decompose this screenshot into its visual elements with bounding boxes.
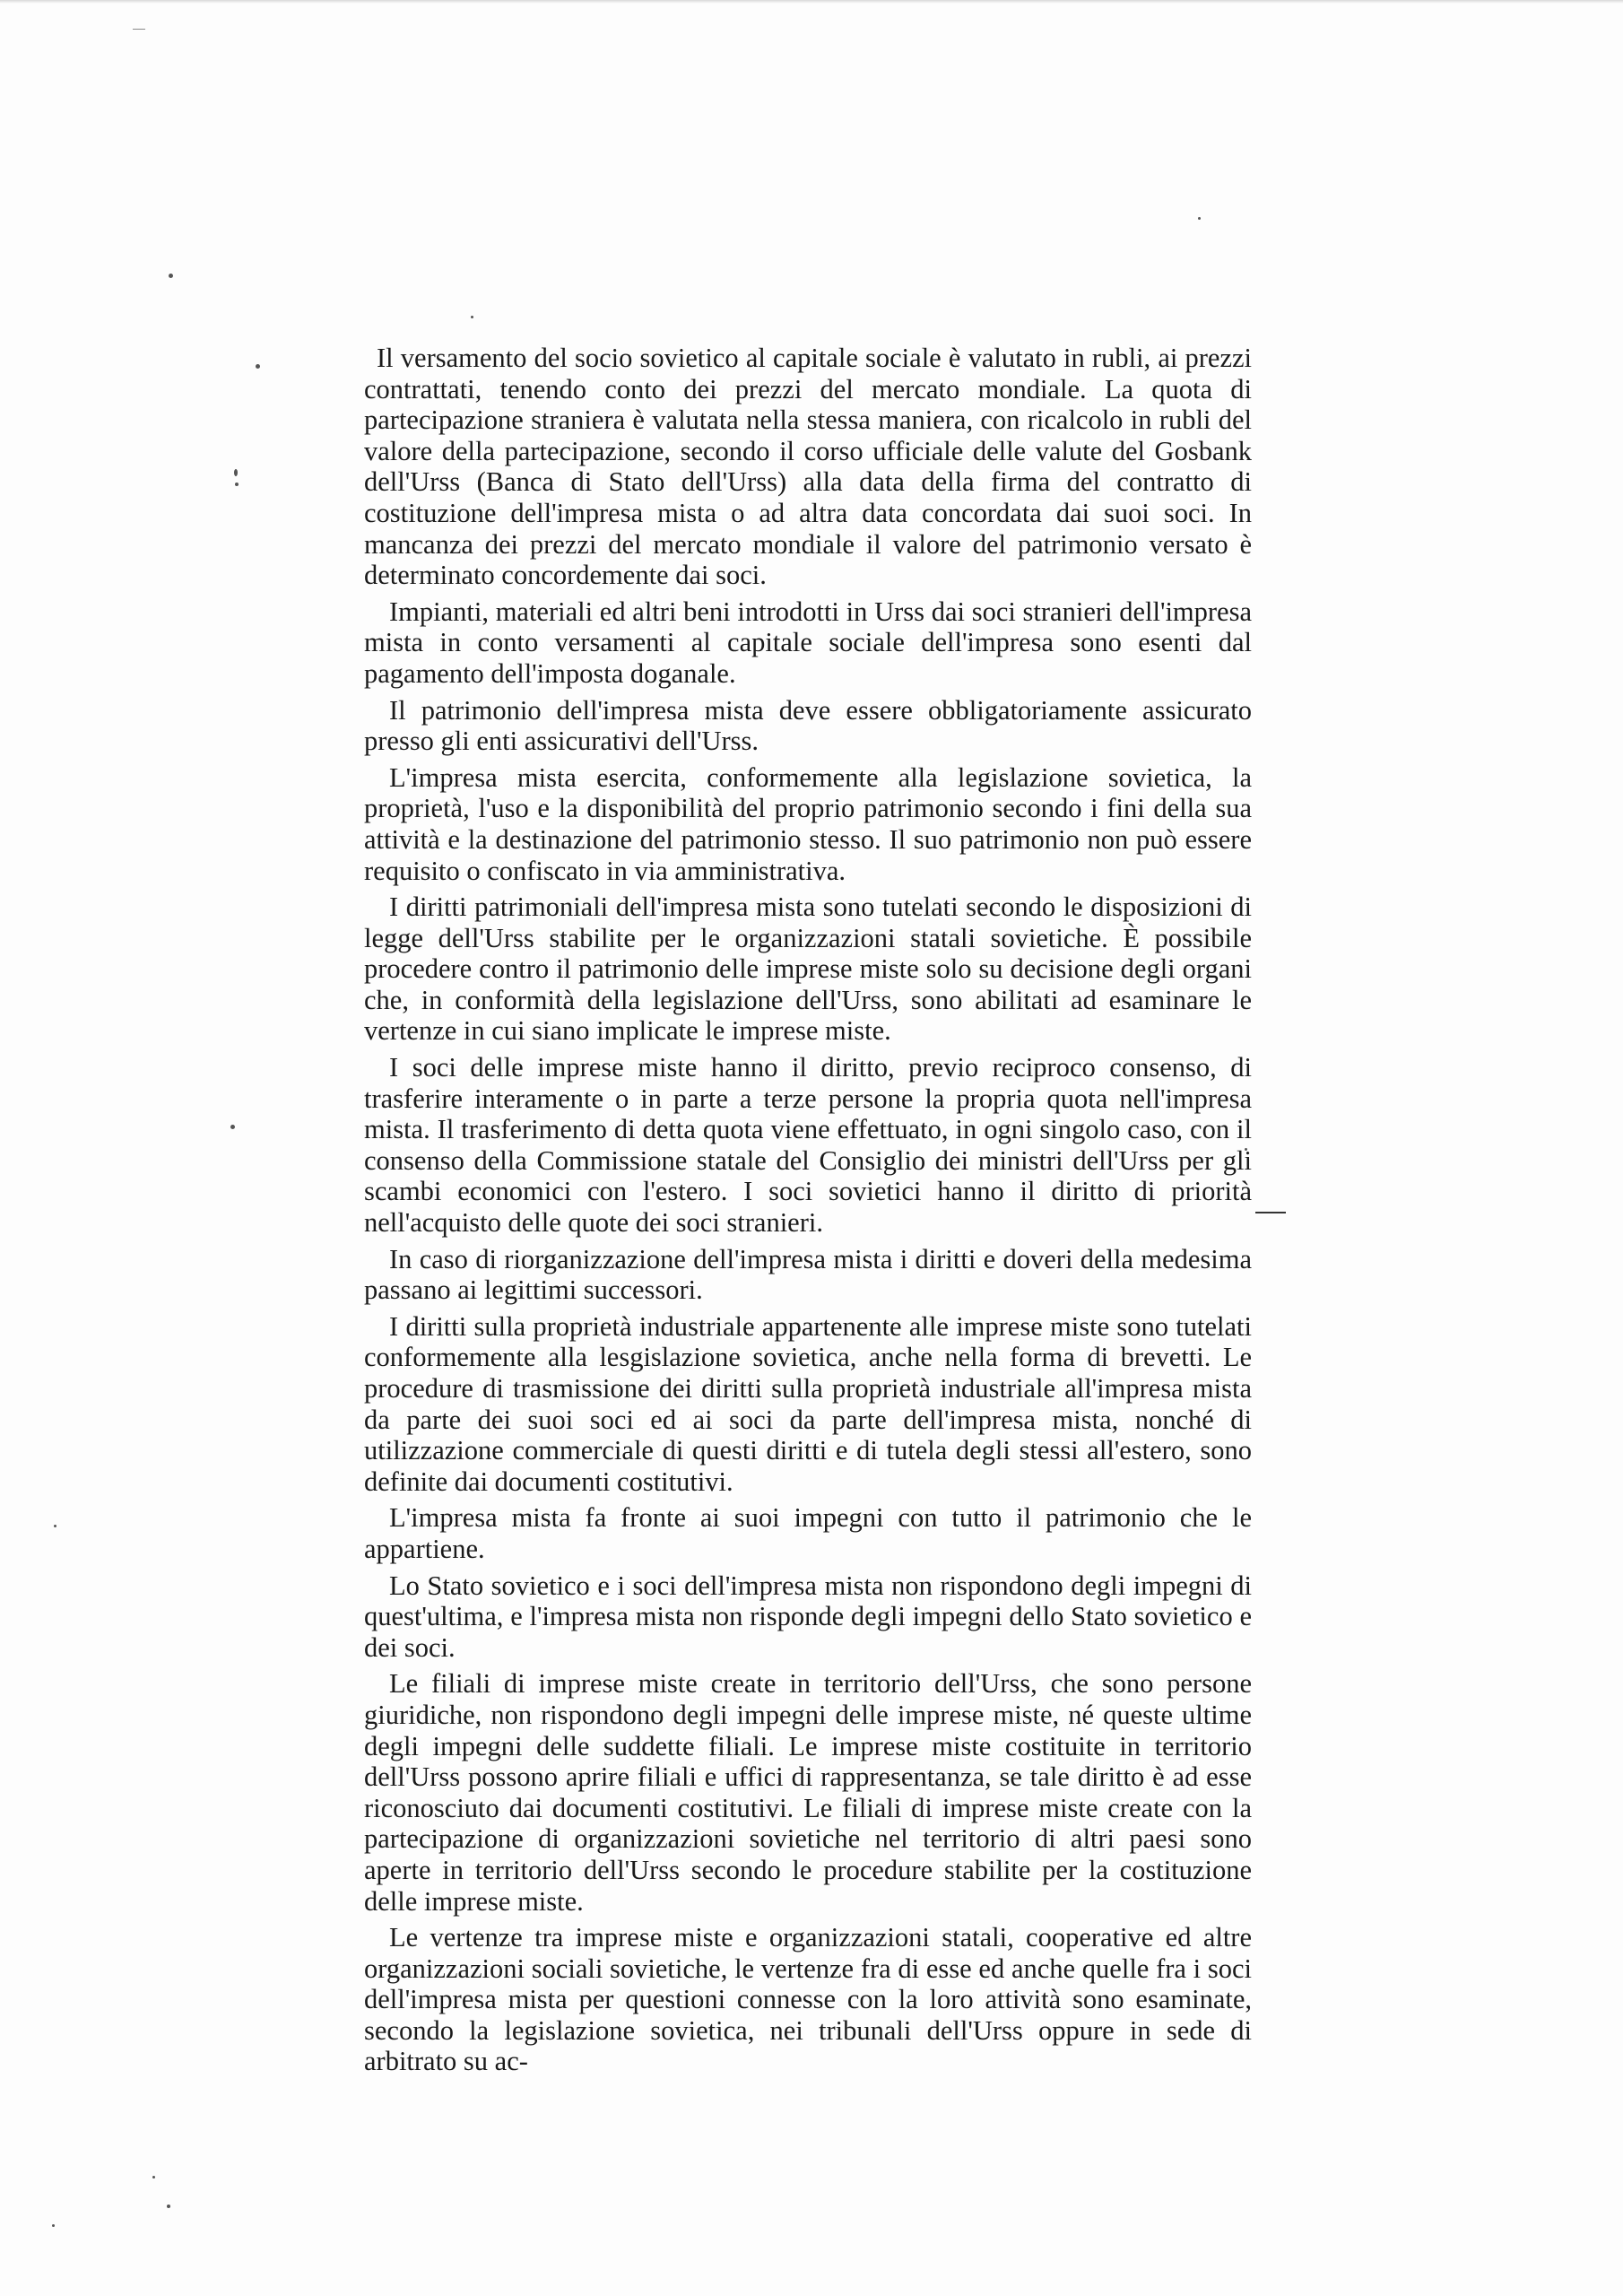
margin-dash-mark bbox=[1255, 1212, 1286, 1213]
paragraph: Il versamento del socio sovietico al capitale sociale è valutato in rubli, ai prezzi contrattati, tenendo conto dei prezzi del mercato mondiale. La quota di partecipazione straniera è valutata nella stessa maniera, con ricalcolo in rubli del valore della partecipazione, secondo il corso ufficiale delle valute del Gosbank dell'Urss (Banca di Stato dell'Urss) alla data della firma del contratto di costituzione dell'impresa mista o ad altra data concordata dai suoi soci. In mancanza dei prezzi del mercato mondiale il valore del patrimonio versato è determinato concordemente dai soci. bbox=[364, 343, 1252, 591]
scan-speck bbox=[167, 2205, 170, 2208]
paragraph: L'impresa mista fa fronte ai suoi impegni con tutto il patrimonio che le appartiene. bbox=[364, 1502, 1252, 1564]
scan-speck bbox=[235, 483, 239, 486]
paragraph: I diritti sulla proprietà industriale appartenente alle imprese miste sono tutelati conformemente alla lesgislazione sovietica, anche nella forma di brevetti. Le procedure di trasmissione dei diritti sulla proprietà industriale all'impresa mista da parte dei suoi soci ed ai soci da parte dell'impresa mista, nonché di utilizzazione commerciale di questi diritti e di tutela degli stessi all'estero, sono definite dai documenti costitutivi. bbox=[364, 1310, 1252, 1497]
scan-artifact-dash bbox=[133, 29, 145, 30]
scan-speck bbox=[234, 469, 238, 476]
scan-speck bbox=[52, 2224, 55, 2227]
paragraph: I diritti patrimoniali dell'impresa mista sono tutelati secondo le disposizioni di legge dell'Urss stabilite per le organizzazioni statali sovietiche. È possibile procedere contro il patrimonio delle imprese miste solo su decisione degli organi che, in conformità della legislazione dell'Urss, sono abilitati ad esaminare le vertenze in cui siano implicate le imprese miste. bbox=[364, 891, 1252, 1047]
scan-speck bbox=[169, 274, 173, 278]
paragraph: I soci delle imprese miste hanno il diritto, previo reciproco consenso, di trasferire interamente o in parte a terze persone la propria quota nell'impresa mista. Il trasferimento di detta quota viene effettuato, in ogni singolo caso, con il consenso della Commissione statale del Consiglio dei ministri dell'Urss per gli scambi economici con l'estero. I soci sovietici hanno il diritto di priorità nell'acquisto delle quote dei soci stranieri. bbox=[364, 1052, 1252, 1239]
scan-speck bbox=[152, 2176, 155, 2179]
scan-speck bbox=[1198, 217, 1201, 220]
scan-speck bbox=[54, 1525, 56, 1527]
paragraph: Il patrimonio dell'impresa mista deve essere obbligatoriamente assicurato presso gli enti assicurativi dell'Urss. bbox=[364, 694, 1252, 757]
scan-top-edge bbox=[0, 0, 1623, 4]
scan-speck bbox=[471, 316, 473, 318]
paragraph: Le vertenze tra imprese miste e organizzazioni statali, cooperative ed altre organizzazioni sociali sovietiche, le vertenze fra di esse ed anche quelle fra i soci dell'impresa mista per questioni connesse con la loro attività sono esaminate, secondo la legislazione sovietica, nei tribunali dell'Urss oppure in sede di arbitrato su ac- bbox=[364, 1922, 1252, 2077]
paragraph: Le filiali di imprese miste create in territorio dell'Urss, che sono persone giuridiche, non rispondono degli impegni delle imprese miste, né queste ultime degli impegni delle suddette filiali. Le imprese miste costituite in territorio dell'Urss possono aprire filiali e uffici di rappresentanza, se tale diritto è ad esse riconosciuto dai documenti costitutivi. Le filiali di imprese miste create con la partecipazione di organizzazioni sovietiche nel territorio di altri paesi sono aperte in territorio dell'Urss secondo le procedure stabilite per la costituzione delle imprese miste. bbox=[364, 1668, 1252, 1917]
scan-speck bbox=[256, 364, 260, 369]
scan-speck bbox=[230, 1125, 235, 1129]
paragraph: Impianti, materiali ed altri beni introdotti in Urss dai soci stranieri dell'impresa mista in conto versamenti al capitale sociale dell'impresa sono esenti dal pagamento dell'imposta doganale. bbox=[364, 596, 1252, 689]
paragraph: In caso di riorganizzazione dell'impresa mista i diritti e doveri della medesima passano ai legittimi successori. bbox=[364, 1243, 1252, 1306]
paragraph: Lo Stato sovietico e i soci dell'impresa mista non rispondono degli impegni di quest'ultima, e l'impresa mista non risponde degli impegni dello Stato sovietico e dei soci. bbox=[364, 1570, 1252, 1663]
paragraph: L'impresa mista esercita, conformemente alla legislazione sovietica, la proprietà, l'uso e la disponibilità del proprio patrimonio secondo i fini della sua attività e la destinazione del patrimonio stesso. Il suo patrimonio non può essere requisito o confiscato in via amministrativa. bbox=[364, 761, 1252, 886]
document-body bbox=[364, 343, 1252, 2083]
